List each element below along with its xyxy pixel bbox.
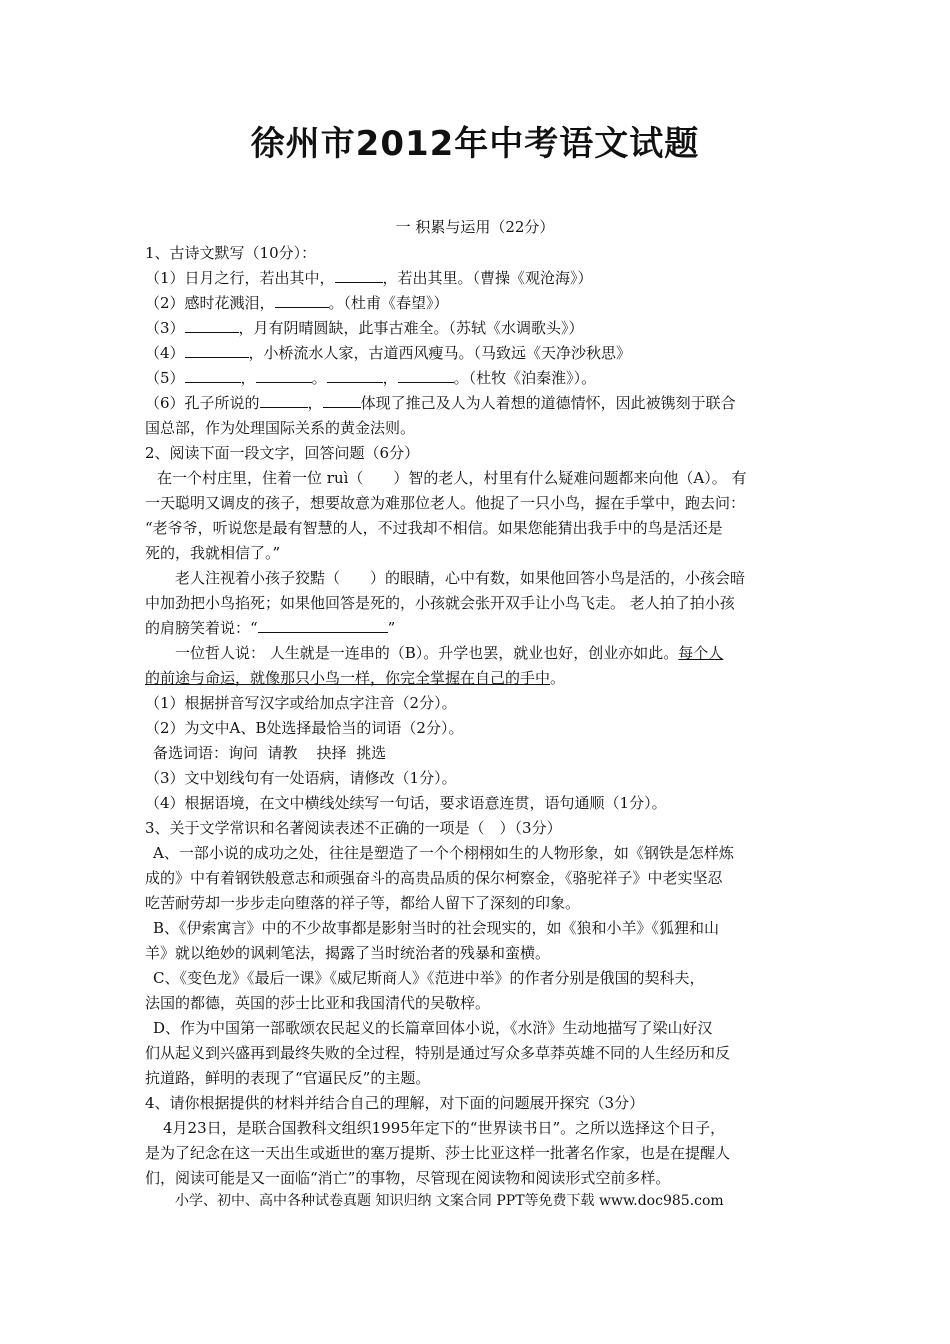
q2-passage-line: 的前途与命运，就像那只小鸟一样，你完全掌握在自己的手中。 (145, 669, 566, 687)
q1-heading: 1、古诗文默写（10分）： (145, 244, 317, 262)
q1-line-2: （2）感时花溅泪， 。（杜甫《春望》） (145, 291, 815, 316)
q3-option-d: D、作为中国第一部歌颂农民起义的长篇章回体小说，《水浒》生动地描写了梁山好汉 (153, 1019, 713, 1037)
q4-heading: 4、请你根据提供的材料并结合自己的理解，对下面的问题展开探究（3分） (145, 1094, 645, 1112)
q4-material-line: 4月23日，是联合国教科文组织1995年定下的“世界读书日”。之所以选择这个日子， (163, 1119, 726, 1137)
answer-blank[interactable] (327, 366, 383, 383)
answer-blank[interactable] (323, 391, 361, 408)
answer-blank[interactable] (258, 616, 388, 633)
q2-word-options: 备选词语：询问 请教 抉择 挑选 (153, 744, 387, 762)
section-heading: 一 积累与运用（22分） (395, 218, 555, 236)
underlined-sentence: 的前途与命运，就像那只小鸟一样，你完全掌握在自己的手中 (145, 669, 551, 687)
q3-heading: 3、关于文学常识和名著阅读表述不正确的一项是（ ）（3分） (145, 819, 562, 837)
q2-passage-line: “老爷爷，听说您是最有智慧的人，不过我却不相信。如果您能猜出我手中的鸟是活还是 (145, 519, 723, 537)
q2-passage-line: 在一个村庄里，住着一位 ruì（ ）智的老人，村里有什么疑难问题都来向他（A）。 有 (157, 469, 747, 487)
q4-material-line: 是为了纪念在这一天出生或逝世的塞万提斯、莎士比亚这样一批著名作家，也是在提醒人 (145, 1144, 731, 1162)
q1-line-1: （1）日月之行，若出其中， ，若出其里。（曹操《观沧海》） (145, 266, 815, 291)
q1-line-3: （3） ，月有阴晴圆缺，此事古难全。（苏轼《水调歌头》） (145, 316, 815, 341)
answer-blank[interactable] (275, 291, 329, 308)
q1-line-6-cont: 国总部，作为处理国际关系的黄金法则。 (145, 419, 416, 437)
q1-line-5: （5） ， 。 ， 。（杜牧《泊秦淮》）。 (145, 366, 815, 391)
q3-option-b-cont: 羊》就以绝妙的讽刺笔法，揭露了当时统治者的残暴和蛮横。 (145, 944, 551, 962)
q2-passage-line: 一位哲人说： 人生就是一连串的（B）。升学也罢，就业也好，创业亦如此。每个人 (175, 644, 724, 662)
answer-blank[interactable] (256, 366, 312, 383)
q3-option-c-cont: 法国的都德，英国的莎士比亚和我国清代的吴敬梓。 (145, 994, 491, 1012)
exam-body (145, 241, 815, 1191)
answer-blank[interactable] (185, 341, 249, 358)
answer-blank[interactable] (335, 266, 383, 283)
q2-passage-line: 中加劲把小鸟掐死；如果他回答是死的，小孩就会张开双手让小鸟飞走。 老人拍了拍小孩 (145, 594, 735, 612)
page-title: 徐州市2012年中考语文试题 (250, 124, 700, 164)
answer-blank[interactable] (185, 316, 239, 333)
q2-subquestion-4: （4）根据语境，在文中横线处续写一句话，要求语意连贯，语句通顺（1分）。 (145, 794, 667, 812)
q2-passage-line: 老人注视着小孩子狡黠（ ）的眼睛，心中有数，如果他回答小鸟是活的，小孩会暗 (175, 569, 746, 587)
underlined-sentence: 每个人 (678, 644, 724, 662)
q3-option-a: A、一部小说的成功之处，往往是塑造了一个个栩栩如生的人物形象，如《钢铁是怎样炼 (153, 844, 734, 862)
q1-line-6: （6）孔子所说的 ， 体现了推己及人为人着想的道德情怀，因此被镌刻于联合 (145, 391, 815, 416)
q2-heading: 2、阅读下面一段文字，回答问题（6分） (145, 444, 420, 462)
answer-blank[interactable] (260, 391, 308, 408)
footer-watermark-text: 小学、初中、高中各种试卷真题 知识归纳 文案合同 PPT等免费下载 www.doc985.com (175, 1193, 724, 1209)
q1-line-4: （4） ，小桥流水人家，古道西风瘦马。（马致远《天净沙秋思》 (145, 341, 815, 366)
q3-option-d-cont: 们从起义到兴盛再到最终失败的全过程，特别是通过写众多草莽英雄不同的人生经历和反 (145, 1044, 731, 1062)
q2-subquestion-2: （2）为文中A、B处选择最恰当的词语（2分）。 (145, 719, 464, 737)
answer-blank[interactable] (185, 366, 241, 383)
q2-passage-line: 的肩膀笑着说：“ ” (145, 616, 815, 641)
q3-option-a-cont: 成的》中有着钢铁般意志和顽强奋斗的高贵品质的保尔柯察金，《骆驼祥子》中老实坚忍 (145, 869, 723, 887)
q4-material-line: 们，阅读可能是又一面临“消亡”的事物，尽管现在阅读物和阅读形式空前多样。 (145, 1169, 671, 1187)
q3-option-d-cont: 抗道路，鲜明的表现了“官逼民反”的主题。 (145, 1069, 431, 1087)
q3-option-a-cont: 吃苦耐劳却一步步走向堕落的祥子等，都给人留下了深刻的印象。 (145, 894, 581, 912)
q2-subquestion-1: （1）根据拼音写汉字或给加点字注音（2分）。 (145, 694, 457, 712)
q2-passage-line: 死的，我就相信了。” (145, 544, 281, 562)
q3-option-c: C、《变色龙》《最后一课》《威尼斯商人》《范进中举》的作者分别是俄国的契科夫， (153, 969, 705, 987)
q2-passage-line: 一天聪明又调皮的孩子，想要故意为难那位老人。他捉了一只小鸟，握在手掌中，跑去问： (145, 494, 746, 512)
q3-option-b: B、《伊索寓言》中的不少故事都是影射当时的社会现实的，如《狼和小羊》《狐狸和山 (153, 919, 720, 937)
q2-subquestion-3: （3）文中划线句有一处语病，请修改（1分）。 (145, 769, 457, 787)
answer-blank[interactable] (398, 366, 454, 383)
